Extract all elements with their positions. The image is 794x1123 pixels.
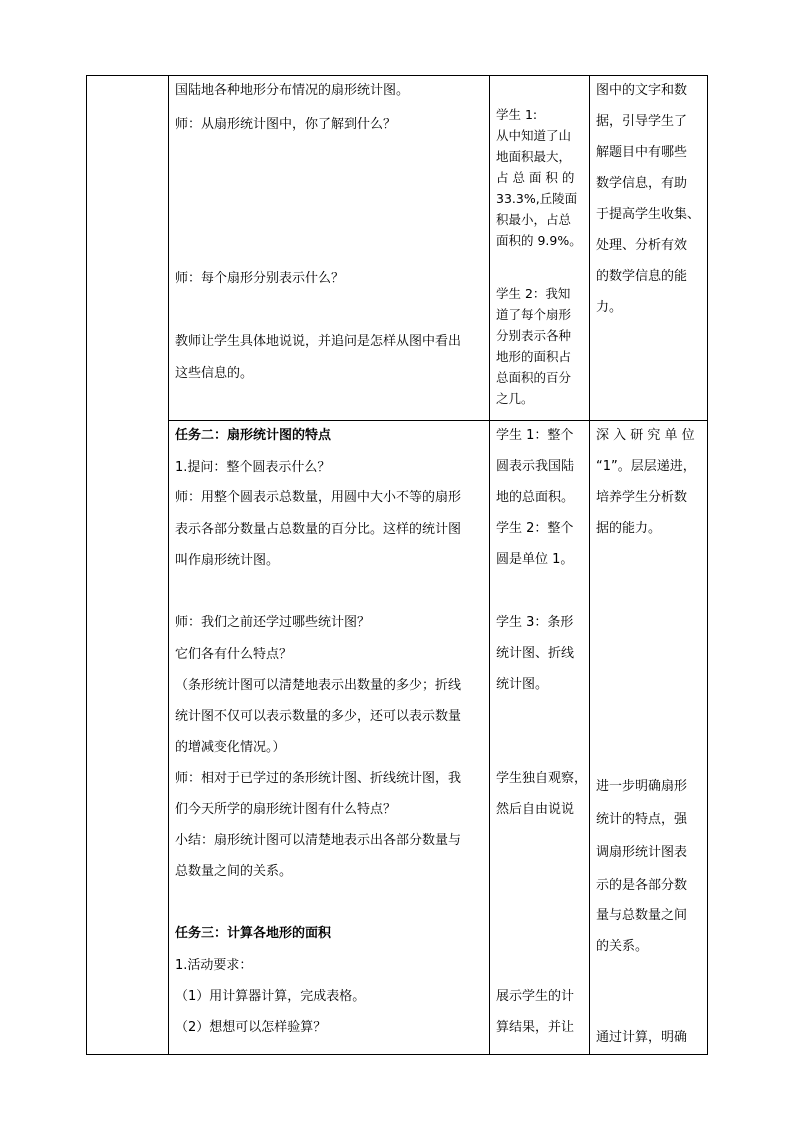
row1-student-line-6: 积最小，占总 [496,212,572,227]
row2-intent-line-5: 进一步明确扇形 [596,779,688,794]
row2-teacher-line-6: 师：我们之前还学过哪些统计图？ [175,615,371,630]
row2-student-line-3: 地的总面积。 [496,490,575,505]
table-border-top [86,75,708,76]
row1-intent-line-5: 于提高学生收集、 [596,207,701,222]
row1-student-line-7: 面积的 9.9%。 [496,233,582,248]
task2-heading: 任务二：扇形统计图的特点 [175,428,332,443]
row1-intent-line-7: 的数学信息的能 [596,269,688,284]
row1-student-line-4: 占 总 面 积 的 [496,170,575,185]
row1-student-line-3: 地面积最大， [496,149,572,164]
row2-teacher-line-18: （2）想想可以怎样验算？ [175,1020,327,1035]
row1-teacher-line-2: 师：从扇形统计图中，你了解到什么？ [175,117,397,132]
row2-teacher-line-2: 1.提问：整个圆表示什么？ [175,460,331,475]
row2-intent-line-11: 通过计算，明确 [596,1030,688,1045]
row1-intent-line-3: 解题目中有哪些 [596,145,688,160]
row1-student-line-11: 地形的面积占 [496,349,572,364]
row2-teacher-line-7: 它们各有什么特点？ [175,647,293,662]
row2-intent-line-10: 的关系。 [596,939,649,954]
row2-teacher-line-3: 师：用整个圆表示总数量，用圆中大小不等的扇形 [175,490,462,505]
row-divider [168,420,708,421]
table-border-left [86,75,87,1055]
row2-student-line-11: 展示学生的计 [496,989,575,1004]
row2-intent-line-1: 深 入 研 究 单 位 [596,428,695,443]
row1-teacher-line-5: 这些信息的。 [175,366,254,381]
table-col-divider-1 [168,75,169,1055]
row2-student-line-12: 算结果，并让 [496,1020,575,1035]
table-col-divider-2 [489,75,490,1055]
row2-teacher-line-10: 的增减变化情况。） [175,740,286,755]
row2-teacher-line-4: 表示各部分数量占总数量的百分比。这样的统计图 [175,522,462,537]
row2-student-line-4: 学生 2：整个 [496,521,574,536]
row2-intent-line-3: 培养学生分析数 [596,490,688,505]
row1-student-line-10: 分别表示各种 [496,328,572,343]
row2-intent-line-6: 统计的特点，强 [596,812,688,827]
row2-teacher-line-17: （1）用计算器计算，完成表格。 [175,989,366,1004]
row2-intent-line-4: 据的能力。 [596,521,662,536]
row1-intent-line-2: 据，引导学生了 [596,114,688,129]
row2-intent-line-2: “1”。层层递进， [596,459,696,474]
row2-teacher-line-13: 小结：扇形统计图可以清楚地表示出各部分数量与 [175,833,462,848]
row2-teacher-line-16: 1.活动要求： [175,958,253,973]
row1-student-line-13: 之几。 [496,391,534,406]
row1-intent-line-8: 力。 [596,300,623,315]
row2-student-line-8: 统计图。 [496,677,549,692]
row2-teacher-line-9: 统计图不仅可以表示数量的多少，还可以表示数量 [175,709,462,724]
table-border-right [707,75,708,1055]
row1-student-line-1: 学生 1: [496,107,538,122]
row2-teacher-line-5: 叫作扇形统计图。 [175,553,280,568]
row1-intent-line-4: 数学信息，有助 [596,176,688,191]
row2-student-line-1: 学生 1：整个 [496,428,574,443]
row2-student-line-10: 然后自由说说 [496,802,575,817]
row1-teacher-line-1: 国陆地各种地形分布情况的扇形统计图。 [175,83,410,98]
row2-intent-line-7: 调扇形统计图表 [596,845,688,860]
table-border-bottom [86,1054,708,1055]
row1-intent-line-6: 处理、分析有效 [596,238,688,253]
row2-teacher-line-11: 师：相对于已学过的条形统计图、折线统计图，我 [175,771,462,786]
row1-student-line-8: 学生 2：我知 [496,286,571,301]
row1-student-line-9: 道了每个扇形 [496,307,572,322]
row1-student-line-5: 33.3%,丘陵面 [496,191,578,206]
row2-student-line-6: 学生 3：条形 [496,615,574,630]
row2-teacher-line-12: 们今天所学的扇形统计图有什么特点？ [175,802,397,817]
row2-student-line-9: 学生独自观察， [496,771,588,786]
row1-student-line-2: 从中知道了山 [496,128,572,143]
row2-intent-line-9: 量与总数量之间 [596,908,688,923]
row2-student-line-7: 统计图、折线 [496,646,575,661]
task3-heading: 任务三：计算各地形的面积 [175,926,332,941]
table-col-divider-3 [589,75,590,1055]
row1-intent-line-1: 图中的文字和数 [596,83,688,98]
row2-teacher-line-14: 总数量之间的关系。 [175,864,293,879]
row1-student-line-12: 总面积的百分 [496,370,572,385]
row2-intent-line-8: 示的是各部分数 [596,878,688,893]
row2-student-line-5: 圆是单位 1。 [496,552,574,567]
row1-teacher-line-3: 师：每个扇形分别表示什么？ [175,271,345,286]
row1-teacher-line-4: 教师让学生具体地说说，并追问是怎样从图中看出 [175,334,462,349]
row2-student-line-2: 圆表示我国陆 [496,459,575,474]
row2-teacher-line-8: （条形统计图可以清楚地表示出数量的多少；折线 [175,678,462,693]
